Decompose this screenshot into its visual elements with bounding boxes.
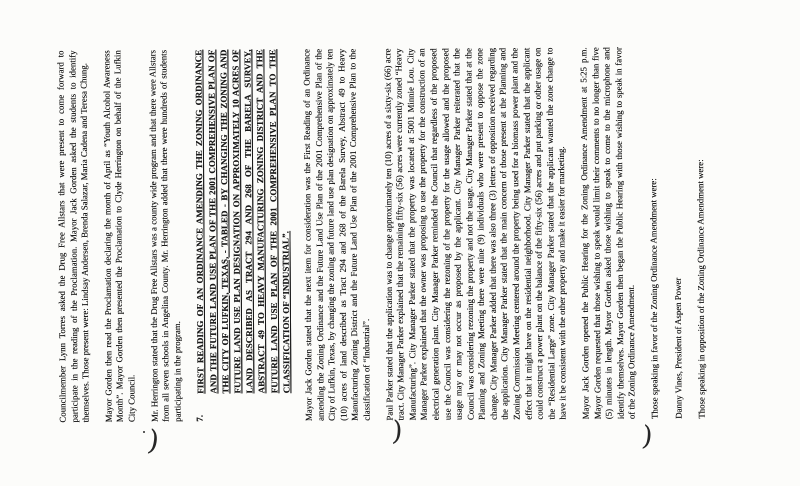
minutes-paragraph-first-reading: Mayor Jack Gorden stated that the next item for consideration was the First Reading of an Ordinance amending the Zoning Ordinance and the Future Land Use Plan of the 2001 Comprehensive Plan of the City of Lufkin, Texas, by changing the zoning and future land use plan designation on approximately ten (10) acres of land described as Tract 294 and 268 of the Barela Survey, Abstract 49 to Heavy Manufacturing Zoning District and the Future Land Use Plan of the 2001 Comprehensive Plan to the classification of “Industrial”. (301, 48, 372, 422)
agenda-item-number: 7. (194, 414, 205, 422)
agenda-item-7 (193, 49, 293, 422)
agenda-item-heading: FIRST READING OF AN ORDINANCE AMENDING THE ZONING ORDINANCE AND THE FUTURE LAND USE PLAN OF THE 2001 COMPREHENSIVE PLAN OF THE CITY OF LUFKIN, TEXAS, - TABLED - BY CHANGING THE ZONING AND FUTURE LAND USE PLAN DESIGNATION ON APPROXIMATELY 10 ACRES OF LAND DESCRIBED AS TRACT 294 AND 268 OF THE BARELA SURVEY, ABSTRACT 49 TO HEAVY MANUFACTURING ZONING DISTRICT AND THE FUTURE LAND USE PLAN OF THE 2001 COMPREHENSIVE PLAN TO THE CLASSIFICATION OF “INDUSTRIAL”. (193, 49, 292, 394)
page-curl-mark: ) (640, 420, 655, 453)
page-curl-mark: ) (145, 423, 162, 458)
speaker-favor-danny-vines: Danny Vines, President of Aspen Power (672, 277, 684, 419)
minutes-paragraph-herrington: Mr. Herrington stated that the Drug Free Allstars was a county wide program and that there were Allstars from all seven schools in Angelina County. Mr. Herrington added that there were hundreds of students participating in the program. (146, 49, 183, 423)
speakers-opposition-label: Those speaking in opposition of the Zoning Ordinance Amendment were: (695, 159, 707, 419)
minutes-paragraph-drug-free-allstars: Councilmember Lynn Torres asked the Drug Free Allstars that were present to come forward to participate in the reading of the Proclamation. Mayor Jack Gorden asked the students to identify themselves. Those present were: Lindsay Andersen, Brenda Salazar, Maria Cadena and Teresa Chung. (55, 50, 91, 423)
minutes-paragraph-public-hearing: Mayor Jack Gorden opened the Public Hearing for the Zoning Ordinance Amendment at 5:25 p.m. Mayor Gorden requested that those wishing to speak would limit their comments to no longer than five (5) minutes in length. Mayor Gorden asked those wishing to speak to come to the microphone and identify themselves. Mayor Gorden then began the Public Hearing with those wishing to speak in favor of the Zoning Ordinance Amendment. (578, 47, 638, 420)
speakers-favor-label: Those speaking in favor of the Zoning Ordinance Amendment were: (648, 178, 660, 420)
page-curl-mark: ) (390, 415, 404, 448)
minutes-paragraph-proclamation: Mayor Gorden then read the Proclamation declaring the month of April as “Youth Alcohol Awareness Month”. Mayor Gorden then presented the Proclamation to Clyde Herrington on behalf of the Lufkin City Council. (101, 50, 137, 423)
minutes-paragraph-parker-rezoning: Paul Parker stated that the application was to change approximately ten (10) acres of a sixty-six (66) acre tract. City Manager Parker explained that the remaining fifty-six (56) acres were currently zoned “Heavy Manufacturing”. City Manager Parker stated that the property was located at 5001 Minnie Lou. City Manager Parker explained that the owner was proposing to use the property for the construction of an electrical generation plant. City Manager Parker reminded the Council that regardless of the proposed use the Council was considering the rezoning of the property for the usage allowed and the proposed usage may or may not occur as proposed by the applicant. City Manager Parker reiterated that the Council was considering rezoning the property and not the usage. City Manager Parker stated that at the Planning and Zoning Meeting there were nine (9) individuals who were present to oppose the zone change. City Manager Parker added that there was also three (3) letters of opposition received regarding the application. City Manager Parker stated that the main concern of those present at the Planning and Zoning Commission Meeting centered around the property being used for a biomass power plant and the effect that it might have on the residential neighborhood. City Manager Parker stated that the applicant could construct a power plant on the balance of the fifty-six (56) acres and put parking or other usage on the “Residential Large” zone. City Manager Parker stated that the applicant wanted the zone change to have it be consistent with the other property and make it easier for marketing. (381, 47, 569, 421)
